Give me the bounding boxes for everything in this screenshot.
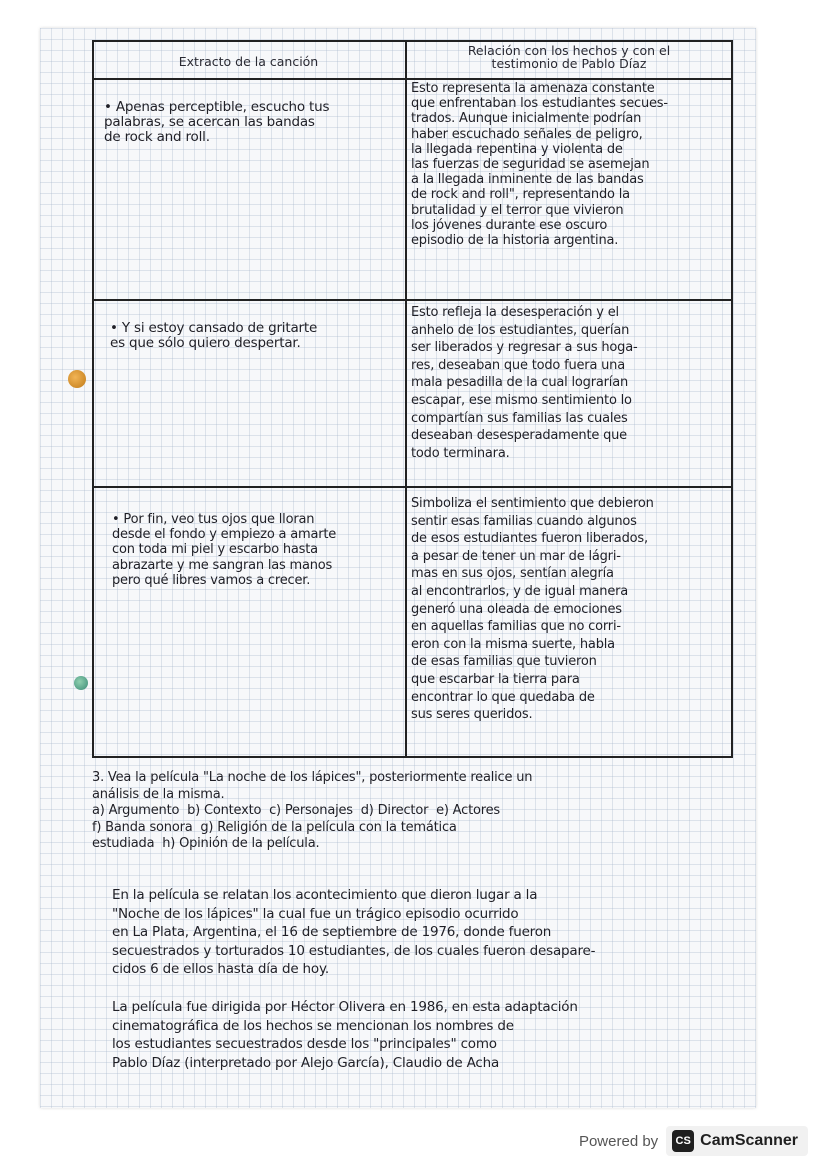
row3-relation: Simboliza el sentimiento que debieron sentir esas familias cuando algunos de esos estudiantes fueron liberados, a pesar de tener un mar de lágri- mas en sus ojos, sentían alegría al encontrarlos, y de igual manera generó una oleada de emociones en aquellas familias que no corri- eron con la misma suerte, habla de esas familias que tuvieron que escarbar la tierra para encontrar lo que quedaba de sus seres queridos. bbox=[411, 496, 654, 723]
powered-by-text: Powered by bbox=[578, 1132, 659, 1150]
camscanner-watermark bbox=[579, 1125, 808, 1157]
camscanner-badge bbox=[666, 1126, 808, 1156]
binder-hole bbox=[74, 676, 88, 690]
row3-excerpt: • Por fin, veo tus ojos que lloran desde el fondo y empiezo a amarte con toda mi piel y escarbo hasta abrazarte y me sangran las manos pero qué libres vamos a crecer. bbox=[112, 512, 337, 588]
header-relation-facts: Relación con los hechos y con el testimonio de Pablo Díaz bbox=[467, 43, 671, 71]
paragraph-director: La película fue dirigida por Héctor Olivera en 1986, en esta adaptación cinematográfica de los hechos se mencionan los nombres de los estudiantes secuestrados desde los "principales" como Pablo Díaz (interpretado por Alejo García), Claudio de Acha bbox=[112, 999, 578, 1071]
paragraph-intro: En la película se relatan los acontecimiento que dieron lugar a la "Noche de los lápices" la cual fue un trágico episodio ocurrido en La Plata, Argentina, el 16 de septiembre de 1976, donde fueron secuestrados y torturados 10 estudiantes, de los cuales fueron desapare- cidos 6 de ellos hasta día de hoy. bbox=[112, 887, 596, 977]
header-song-excerpt: Extracto de la canción bbox=[178, 54, 319, 69]
binder-hole bbox=[68, 370, 86, 388]
row2-excerpt: • Y si estoy cansado de gritarte es que sólo quiero despertar. bbox=[110, 320, 318, 352]
row2-relation: Esto refleja la desesperación y el anhelo de los estudiantes, querían ser liberados y regresar a sus hoga- res, deseaban que todo fuera una mala pesadilla de la cual lograrían escapar, ese mismo sentimiento lo compartían sus familias las cuales deseaban desesperadamente que todo terminara. bbox=[411, 305, 638, 461]
camscanner-brand: CamScanner bbox=[700, 1132, 798, 1149]
camscanner-logo-icon: CS bbox=[672, 1130, 694, 1152]
row1-relation: Esto representa la amenaza constante que enfrentaban los estudiantes secues- trados. Aunque inicialmente podrían haber escuchado señales de peligro, la llegada repentina y violenta de las fuerzas de seguridad se asemejan a la llegada inminente de las bandas de rock and roll", representando la brutalidad y el terror que vivieron los jóvenes durante ese oscuro episodio de la historia argentina. bbox=[411, 81, 668, 249]
row1-excerpt: • Apenas perceptible, escucho tus palabras, se acercan las bandas de rock and roll. bbox=[104, 99, 330, 146]
task-instructions: 3. Vea la película "La noche de los lápices", posteriormente realice un análisis de la misma. a) Argumento b) Contexto c) Personajes d) Director e) Actores f) Banda sonora g) Religión de la película con la temática estudiada h) Opinión de la película. bbox=[92, 770, 533, 851]
song-analysis-table bbox=[92, 40, 733, 758]
